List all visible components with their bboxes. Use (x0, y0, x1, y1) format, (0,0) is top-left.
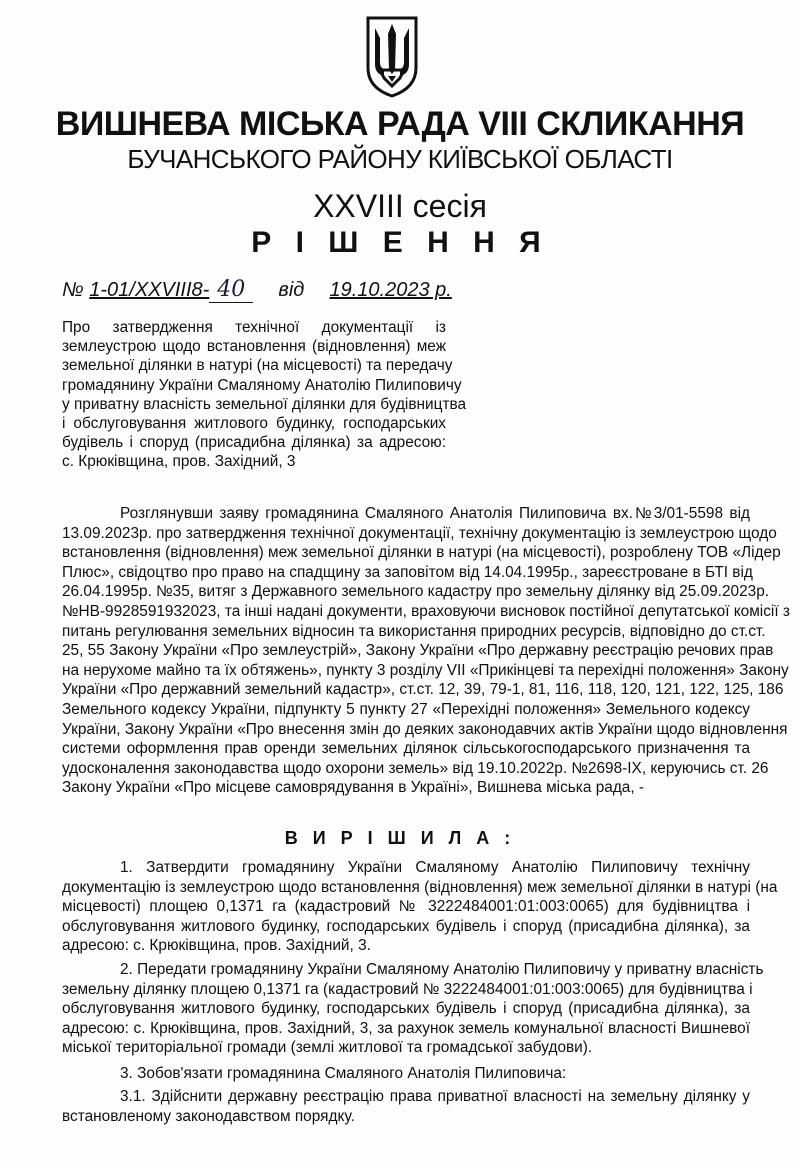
subject-line: громадянину України Смаляному Анатолію Пилиповичу (62, 376, 462, 394)
session-heading: XXVIII сесія (313, 188, 487, 224)
subject-line: с. Крюківщина, пров. Західний, 3 (62, 453, 296, 471)
subject-line: будівель і споруд (присадибна ділянка) за адресою: (62, 434, 446, 452)
preamble-line: Плюс», свідоцтво про право на спадщину за заповітом від 14.04.1995р., зареєстроване в БТІ від (62, 563, 753, 581)
decision-number: 1-01/XXVIII8- (89, 279, 210, 301)
item-line: міської територіальної громади (землі житлової та громадської забудови). (62, 1039, 593, 1057)
item-3-1 (62, 1087, 750, 1126)
item-line: адресою: с. Крюківщина, пров. Західний, 3, за рахунок земель комунальної власності Вишневої (62, 1019, 750, 1037)
preamble-line: встановлення (відновлення) меж земельної ділянки в натурі (на місцевості), розроблену ТОВ «Лідер (62, 544, 781, 562)
decision-date: 19.10.2023 р. (329, 279, 452, 301)
council-subtitle: БУЧАНСЬКОГО РАЙОНУ КИЇВСЬКОЇ ОБЛАСТІ (127, 144, 673, 174)
item-line: адресою: с. Крюківщина, пров. Західний, 3. (62, 937, 371, 955)
preamble-line: №НВ-9928591932023, та інші надані документи, враховуючи висновок постійної депутатської комісії з (62, 602, 790, 620)
preamble-line: 26.04.1995р. №35, витяг з Державного земельного кадастру про земельну ділянку від 25.09.2023р. (62, 583, 770, 601)
preamble-line: питань регулювання земельних відносин та використання природних ресурсів, відповідно до ст.ст. (62, 622, 766, 640)
preamble-line: 13.09.2023р. про затвердження технічної документації, технічну документацію із землеустрою щодо (62, 524, 777, 542)
preamble-line: на нерухоме майно та їх обтяжень», пункту 3 розділу VII «Прикінцеві та перехідні положення» Закону (62, 661, 789, 679)
preamble-paragraph (62, 504, 790, 798)
council-title: ВИШНЕВА МІСЬКА РАДА VIII СКЛИКАННЯ (55, 105, 745, 143)
subject-line: земельної ділянки в натурі (на місцевості) та передачу (62, 357, 453, 375)
item-1 (62, 858, 778, 956)
trident-emblem-icon (362, 14, 422, 98)
item-line: обслуговування житлового будинку, господарських будівель і споруд (присадибна ділянка), за (62, 917, 750, 935)
from-word: від (278, 279, 305, 301)
preamble-line: Закону України «Про місцеве самоврядування в Україні», Вишнева міська рада, - (62, 779, 645, 797)
preamble-line: 25, 55 Закону України «Про землеустрій», Закону України «Про державну реєстрацію речових прав (62, 642, 774, 660)
item-line: земельну ділянку площею 0,1371 га (кадастровий № 3222484001:01:003:0065) для будівництва і (62, 980, 753, 998)
preamble-line: системи оформлення прав оренди земельних ділянок сільськогосподарського призначення та (62, 740, 750, 758)
decision-subject (62, 318, 467, 472)
preamble-line: України, Закону України «Про внесення змін до деяких законодавчих актів України щодо відновлення (62, 720, 788, 738)
item-line: місцевості) площею 0,1371 га (кадастровий № 3222484001:01:003:0065) для будівництва і (62, 898, 750, 916)
preamble-line: удосконалення законодавства щодо охорони земель» від 19.10.2022р. №2698-IX, керуючись ст. 26 (62, 759, 769, 777)
item-line: документацію із землеустрою щодо встановлення (відновлення) меж земельної ділянки в натурі (на (62, 878, 778, 896)
subject-line: у приватну власність земельної ділянки для будівництва (62, 395, 467, 413)
item-2 (62, 960, 764, 1058)
item-line: 2. Передати громадянину України Смаляному Анатолію Пилиповичу у приватну власність (120, 961, 764, 978)
subject-line: землеустрою щодо встановлення (відновлення) меж (62, 338, 446, 356)
item-line: встановленому законодавством порядку. (62, 1107, 355, 1125)
decision-number-line (62, 278, 452, 303)
item-line: 3.1. Здійснити державну реєстрацію права приватної власності на земельну ділянку у (120, 1088, 750, 1105)
preamble-line: Земельного кодексу України, підпункту 5 пункту 27 «Перехідні положення» Земельного кодексу (62, 700, 750, 718)
item-line: обслуговування житлового будинку, господарських будівель і споруд (присадибна ділянка), за (62, 1000, 750, 1018)
subject-line: Про затвердження технічної документації із (62, 319, 446, 336)
item-line: 1. Затвердити громадянину України Смаляному Анатолію Пилиповичу технічну (120, 859, 750, 876)
item-3 (62, 1064, 750, 1084)
preamble-line: Розглянувши заяву громадянина Смаляного Анатолія Пилиповича вх.№3/01-5598 від (120, 505, 750, 522)
handwritten-number: 40 (209, 278, 253, 303)
subject-line: і обслуговування житлового будинку, господарських (62, 415, 446, 433)
preamble-line: України «Про державний земельний кадастр», ст.ст. 12, 39, 79-1, 81, 116, 118, 120, 121, 122, 125, 186 (62, 681, 784, 699)
decided-heading: В И Р І Ш И Л А : (284, 828, 516, 848)
decision-heading: Р І Ш Е Н Н Я (251, 226, 549, 259)
item-line: 3. Зобов'язати громадянина Смаляного Анатолія Пилиповича: (120, 1065, 567, 1082)
number-sign: № (62, 279, 84, 301)
